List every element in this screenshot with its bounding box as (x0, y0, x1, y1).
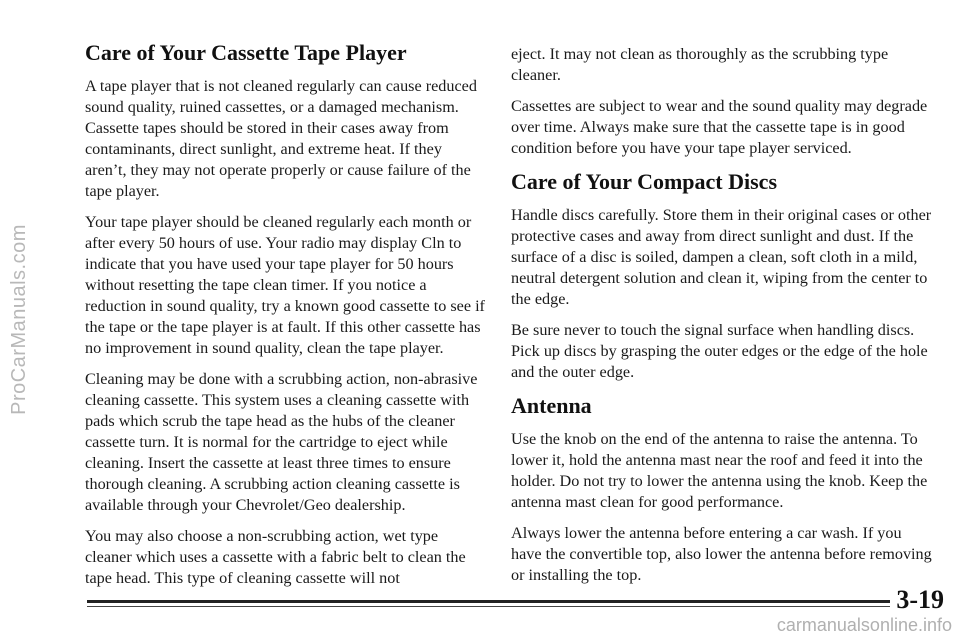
footer-rule (87, 600, 890, 603)
paragraph: Cleaning may be done with a scrubbing action, non-abrasive cleaning cassette. This system uses a cleaning cassette with pads which scrub the tape head as the hubs of the cleaner cassette turn. It is normal for the cartridge to eject while cleaning. Insert the cassette at least three times to ensure thorough cleaning. A scrubbing action cleaning cassette is available through your Chevrolet/Geo dealership. (85, 370, 478, 514)
paragraph: Be sure never to touch the signal surface when handling discs. Pick up discs by grasping the outer edges or the edge of the hole and the outer edge. (511, 321, 928, 381)
paragraph: Always lower the antenna before entering a car wash. If you have the convertible top, also lower the antenna before removing or installing the top. (511, 524, 932, 584)
paragraph: eject. It may not clean as thoroughly as the scrubbing type cleaner. (511, 45, 889, 84)
heading-antenna: Antenna (511, 393, 592, 418)
side-watermark-text: ProCarManuals.com (7, 223, 30, 415)
paragraph: A tape player that is not cleaned regularly can cause reduced sound quality, ruined cassettes, or a damaged mechanism. Cassette tapes should be stored in their cases away from contaminants, direct sunlight, and extreme heat. If they aren’t, they may not operate properly or cause failure of the tape player. (85, 77, 477, 200)
bottom-watermark: carmanualsonline.info (776, 615, 952, 635)
footer-rule-thin (87, 606, 890, 607)
right-column (511, 44, 936, 596)
heading-compact-discs: Care of Your Compact Discs (511, 169, 778, 194)
paragraph: You may also choose a non-scrubbing action, wet type cleaner which uses a cassette with a fabric belt to clean the tape head. This type of cleaning cassette will not (85, 527, 466, 587)
heading-cassette-care: Care of Your Cassette Tape Player (85, 40, 407, 65)
paragraph: Cassettes are subject to wear and the sound quality may degrade over time. Always make sure that the cassette tape is in good condition before you have your tape player serviced. (511, 97, 928, 157)
left-column (85, 40, 485, 599)
paragraph: Use the knob on the end of the antenna to raise the antenna. To lower it, hold the antenna mast near the roof and feed it into the holder. Do not try to lower the antenna using the knob. Keep the antenna mast clean for good performance. (511, 430, 928, 511)
side-watermark (6, 0, 32, 638)
paragraph: Your tape player should be cleaned regularly each month or after every 50 hours of use. Your radio may display Cln to indicate that you have used your tape player for 50 hours without resetting the tape clean timer. If you notice a reduction in sound quality, try a known good cassette to see if the tape or the tape player is at fault. If this other cassette has no improvement in sound quality, clean the tape player. (85, 213, 485, 357)
page-number: 3-19 (896, 585, 944, 614)
paragraph: Handle discs carefully. Store them in their original cases or other protective cases and away from direct sunlight and dust. If the surface of a disc is soiled, dampen a clean, soft cloth in a mild, neutral detergent solution and clean it, wiping from the center to the edge. (511, 206, 932, 308)
